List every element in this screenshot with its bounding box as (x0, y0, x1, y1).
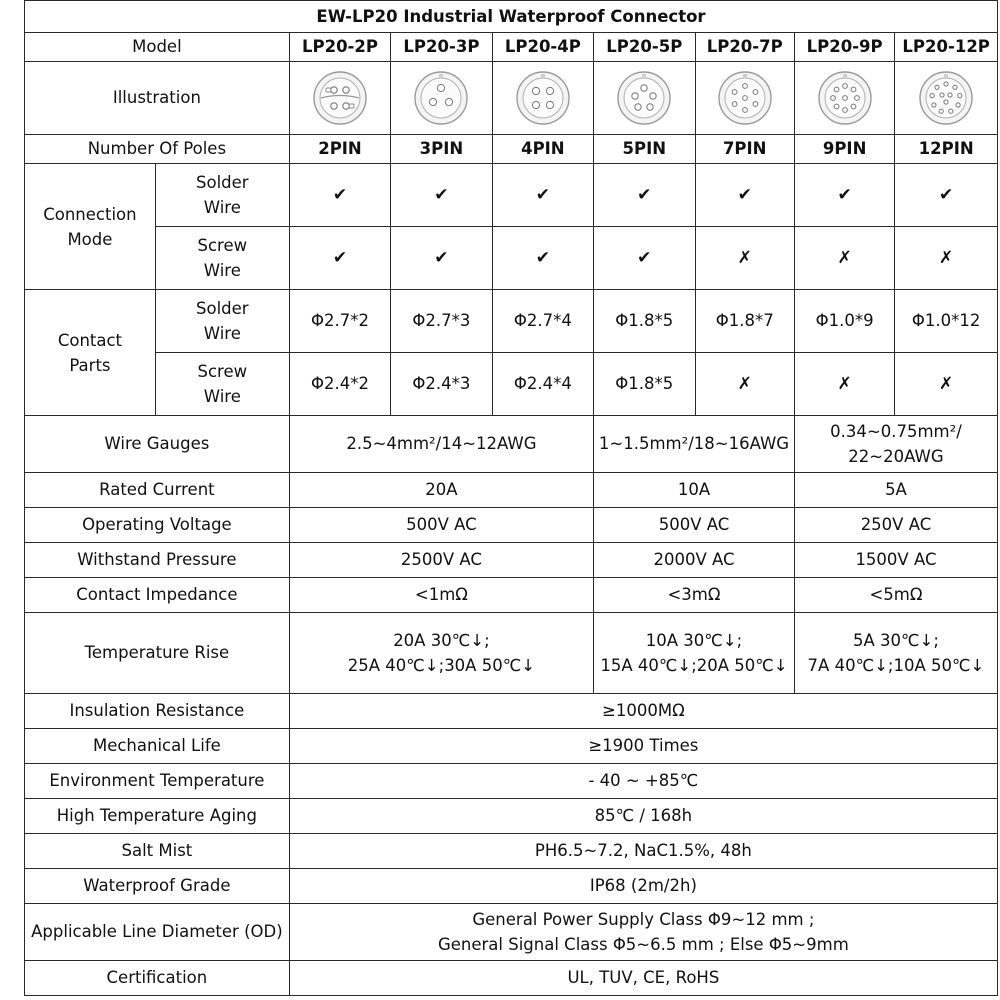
row-label-contact-parts: Contact Parts (25, 290, 156, 416)
check-mark: ✔ (794, 164, 894, 227)
insulation-resistance-value: ≥1000MΩ (289, 694, 997, 729)
contact-impedance-group-1: <1mΩ (289, 578, 593, 613)
mechanical-life-value: ≥1900 Times (289, 729, 997, 764)
cross-mark: ✗ (794, 227, 894, 290)
spec-table (24, 0, 998, 996)
withstand-pressure-group-3: 1500V AC (794, 543, 997, 578)
salt-mist-value: PH6.5~7.2, NaC1.5%, 48h (289, 834, 997, 869)
check-mark: ✔ (594, 164, 695, 227)
contact-impedance-row (25, 578, 998, 613)
contact-value: Φ1.0*9 (794, 290, 894, 353)
illustration-cell (289, 62, 390, 135)
poles-row (25, 135, 998, 164)
contact-impedance-group-3: <5mΩ (794, 578, 997, 613)
sub-label-screw-wire: Screw Wire (155, 353, 289, 416)
cross-mark: ✗ (695, 227, 794, 290)
model-9p: LP20-9P (794, 33, 894, 62)
temperature-rise-row (25, 613, 998, 694)
contact-value: Φ2.7*2 (289, 290, 390, 353)
mechanical-life-row (25, 729, 998, 764)
poles-cell: 4PIN (492, 135, 593, 164)
illustration-cell (594, 62, 695, 135)
row-label-certification: Certification (25, 961, 290, 996)
check-mark: ✔ (895, 164, 998, 227)
certification-row (25, 961, 998, 996)
check-mark: ✔ (391, 227, 492, 290)
contact-solder-row (25, 290, 998, 353)
illustration-cell (391, 62, 492, 135)
contact-value: Φ2.7*3 (391, 290, 492, 353)
contact-value: Φ2.4*2 (289, 353, 390, 416)
connection-screw-row (25, 227, 998, 290)
withstand-pressure-group-1: 2500V AC (289, 543, 593, 578)
illustration-cell (492, 62, 593, 135)
check-mark: ✔ (391, 164, 492, 227)
row-label-environment-temperature: Environment Temperature (25, 764, 290, 799)
rated-current-group-2: 10A (594, 473, 795, 508)
high-temperature-aging-row (25, 799, 998, 834)
row-label-temperature-rise: Temperature Rise (25, 613, 290, 694)
row-label-salt-mist: Salt Mist (25, 834, 290, 869)
withstand-pressure-row (25, 543, 998, 578)
wire-gauge-group-2: 1~1.5mm²/18~16AWG (594, 416, 795, 473)
line-diameter-row (25, 904, 998, 961)
operating-voltage-row (25, 508, 998, 543)
row-label-mechanical-life: Mechanical Life (25, 729, 290, 764)
spec-sheet (24, 0, 998, 996)
row-label-waterproof-grade: Waterproof Grade (25, 869, 290, 904)
row-label-wire-gauges: Wire Gauges (25, 416, 290, 473)
contact-value: Φ1.8*7 (695, 290, 794, 353)
salt-mist-row (25, 834, 998, 869)
connector-face-4p-icon (514, 69, 572, 127)
row-label-rated-current: Rated Current (25, 473, 290, 508)
row-label-model: Model (25, 33, 290, 62)
rated-current-group-1: 20A (289, 473, 593, 508)
model-7p: LP20-7P (695, 33, 794, 62)
temperature-rise-group-3: 5A 30℃↓; 7A 40℃↓;10A 50℃↓ (794, 613, 997, 694)
waterproof-grade-value: IP68 (2m/2h) (289, 869, 997, 904)
poles-cell: 12PIN (895, 135, 998, 164)
contact-value: Φ2.7*4 (492, 290, 593, 353)
connector-face-12p-icon (917, 69, 975, 127)
poles-cell: 3PIN (391, 135, 492, 164)
row-label-high-temperature-aging: High Temperature Aging (25, 799, 290, 834)
illustration-cell (895, 62, 998, 135)
poles-cell: 5PIN (594, 135, 695, 164)
rated-current-row (25, 473, 998, 508)
row-label-insulation-resistance: Insulation Resistance (25, 694, 290, 729)
table-title: EW-LP20 Industrial Waterproof Connector (25, 1, 998, 33)
contact-value: Φ2.4*4 (492, 353, 593, 416)
temperature-rise-group-1: 20A 30℃↓; 25A 40℃↓;30A 50℃↓ (289, 613, 593, 694)
row-label-contact-impedance: Contact Impedance (25, 578, 290, 613)
check-mark: ✔ (492, 164, 593, 227)
sub-label-screw-wire: Screw Wire (155, 227, 289, 290)
contact-value: Φ1.8*5 (594, 353, 695, 416)
operating-voltage-group-3: 250V AC (794, 508, 997, 543)
environment-temperature-row (25, 764, 998, 799)
high-temperature-aging-value: 85℃ / 168h (289, 799, 997, 834)
contact-value: Φ1.0*12 (895, 290, 998, 353)
row-label-illustration: Illustration (25, 62, 290, 135)
check-mark: ✔ (695, 164, 794, 227)
poles-cell: 7PIN (695, 135, 794, 164)
poles-cell: 9PIN (794, 135, 894, 164)
connector-face-5p-icon (615, 69, 673, 127)
row-label-line-diameter: Applicable Line Diameter (OD) (25, 904, 290, 961)
rated-current-group-3: 5A (794, 473, 997, 508)
insulation-resistance-row (25, 694, 998, 729)
operating-voltage-group-2: 500V AC (594, 508, 795, 543)
certification-value: UL, TUV, CE, RoHS (289, 961, 997, 996)
temperature-rise-group-2: 10A 30℃↓; 15A 40℃↓;20A 50℃↓ (594, 613, 795, 694)
cross-mark: ✗ (895, 227, 998, 290)
connector-face-7p-icon (716, 69, 774, 127)
connection-solder-row (25, 164, 998, 227)
operating-voltage-group-1: 500V AC (289, 508, 593, 543)
contact-value: Φ1.8*5 (594, 290, 695, 353)
contact-screw-row (25, 353, 998, 416)
wire-gauge-group-3: 0.34~0.75mm²/ 22~20AWG (794, 416, 997, 473)
environment-temperature-value: - 40 ~ +85℃ (289, 764, 997, 799)
check-mark: ✔ (289, 164, 390, 227)
connector-face-3p-icon (412, 69, 470, 127)
model-5p: LP20-5P (594, 33, 695, 62)
connector-face-2p-icon (311, 69, 369, 127)
poles-cell: 2PIN (289, 135, 390, 164)
withstand-pressure-group-2: 2000V AC (594, 543, 795, 578)
cross-mark: ✗ (895, 353, 998, 416)
check-mark: ✔ (289, 227, 390, 290)
illustration-cell (794, 62, 894, 135)
model-12p: LP20-12P (895, 33, 998, 62)
contact-value: Φ2.4*3 (391, 353, 492, 416)
model-row (25, 33, 998, 62)
check-mark: ✔ (594, 227, 695, 290)
cross-mark: ✗ (695, 353, 794, 416)
row-label-withstand-pressure: Withstand Pressure (25, 543, 290, 578)
contact-impedance-group-2: <3mΩ (594, 578, 795, 613)
illustration-cell (695, 62, 794, 135)
line-diameter-value: General Power Supply Class Φ9~12 mm ; General Signal Class Φ5~6.5 mm ; Else Φ5~9mm (289, 904, 997, 961)
row-label-operating-voltage: Operating Voltage (25, 508, 290, 543)
illustration-row (25, 62, 998, 135)
waterproof-grade-row (25, 869, 998, 904)
sub-label-solder-wire: Solder Wire (155, 290, 289, 353)
model-2p: LP20-2P (289, 33, 390, 62)
sub-label-solder-wire: Solder Wire (155, 164, 289, 227)
wire-gauges-row (25, 416, 998, 473)
model-3p: LP20-3P (391, 33, 492, 62)
row-label-poles: Number Of Poles (25, 135, 290, 164)
row-label-connection-mode: Connection Mode (25, 164, 156, 290)
cross-mark: ✗ (794, 353, 894, 416)
wire-gauge-group-1: 2.5~4mm²/14~12AWG (289, 416, 593, 473)
connector-face-9p-icon (816, 69, 874, 127)
check-mark: ✔ (492, 227, 593, 290)
model-4p: LP20-4P (492, 33, 593, 62)
